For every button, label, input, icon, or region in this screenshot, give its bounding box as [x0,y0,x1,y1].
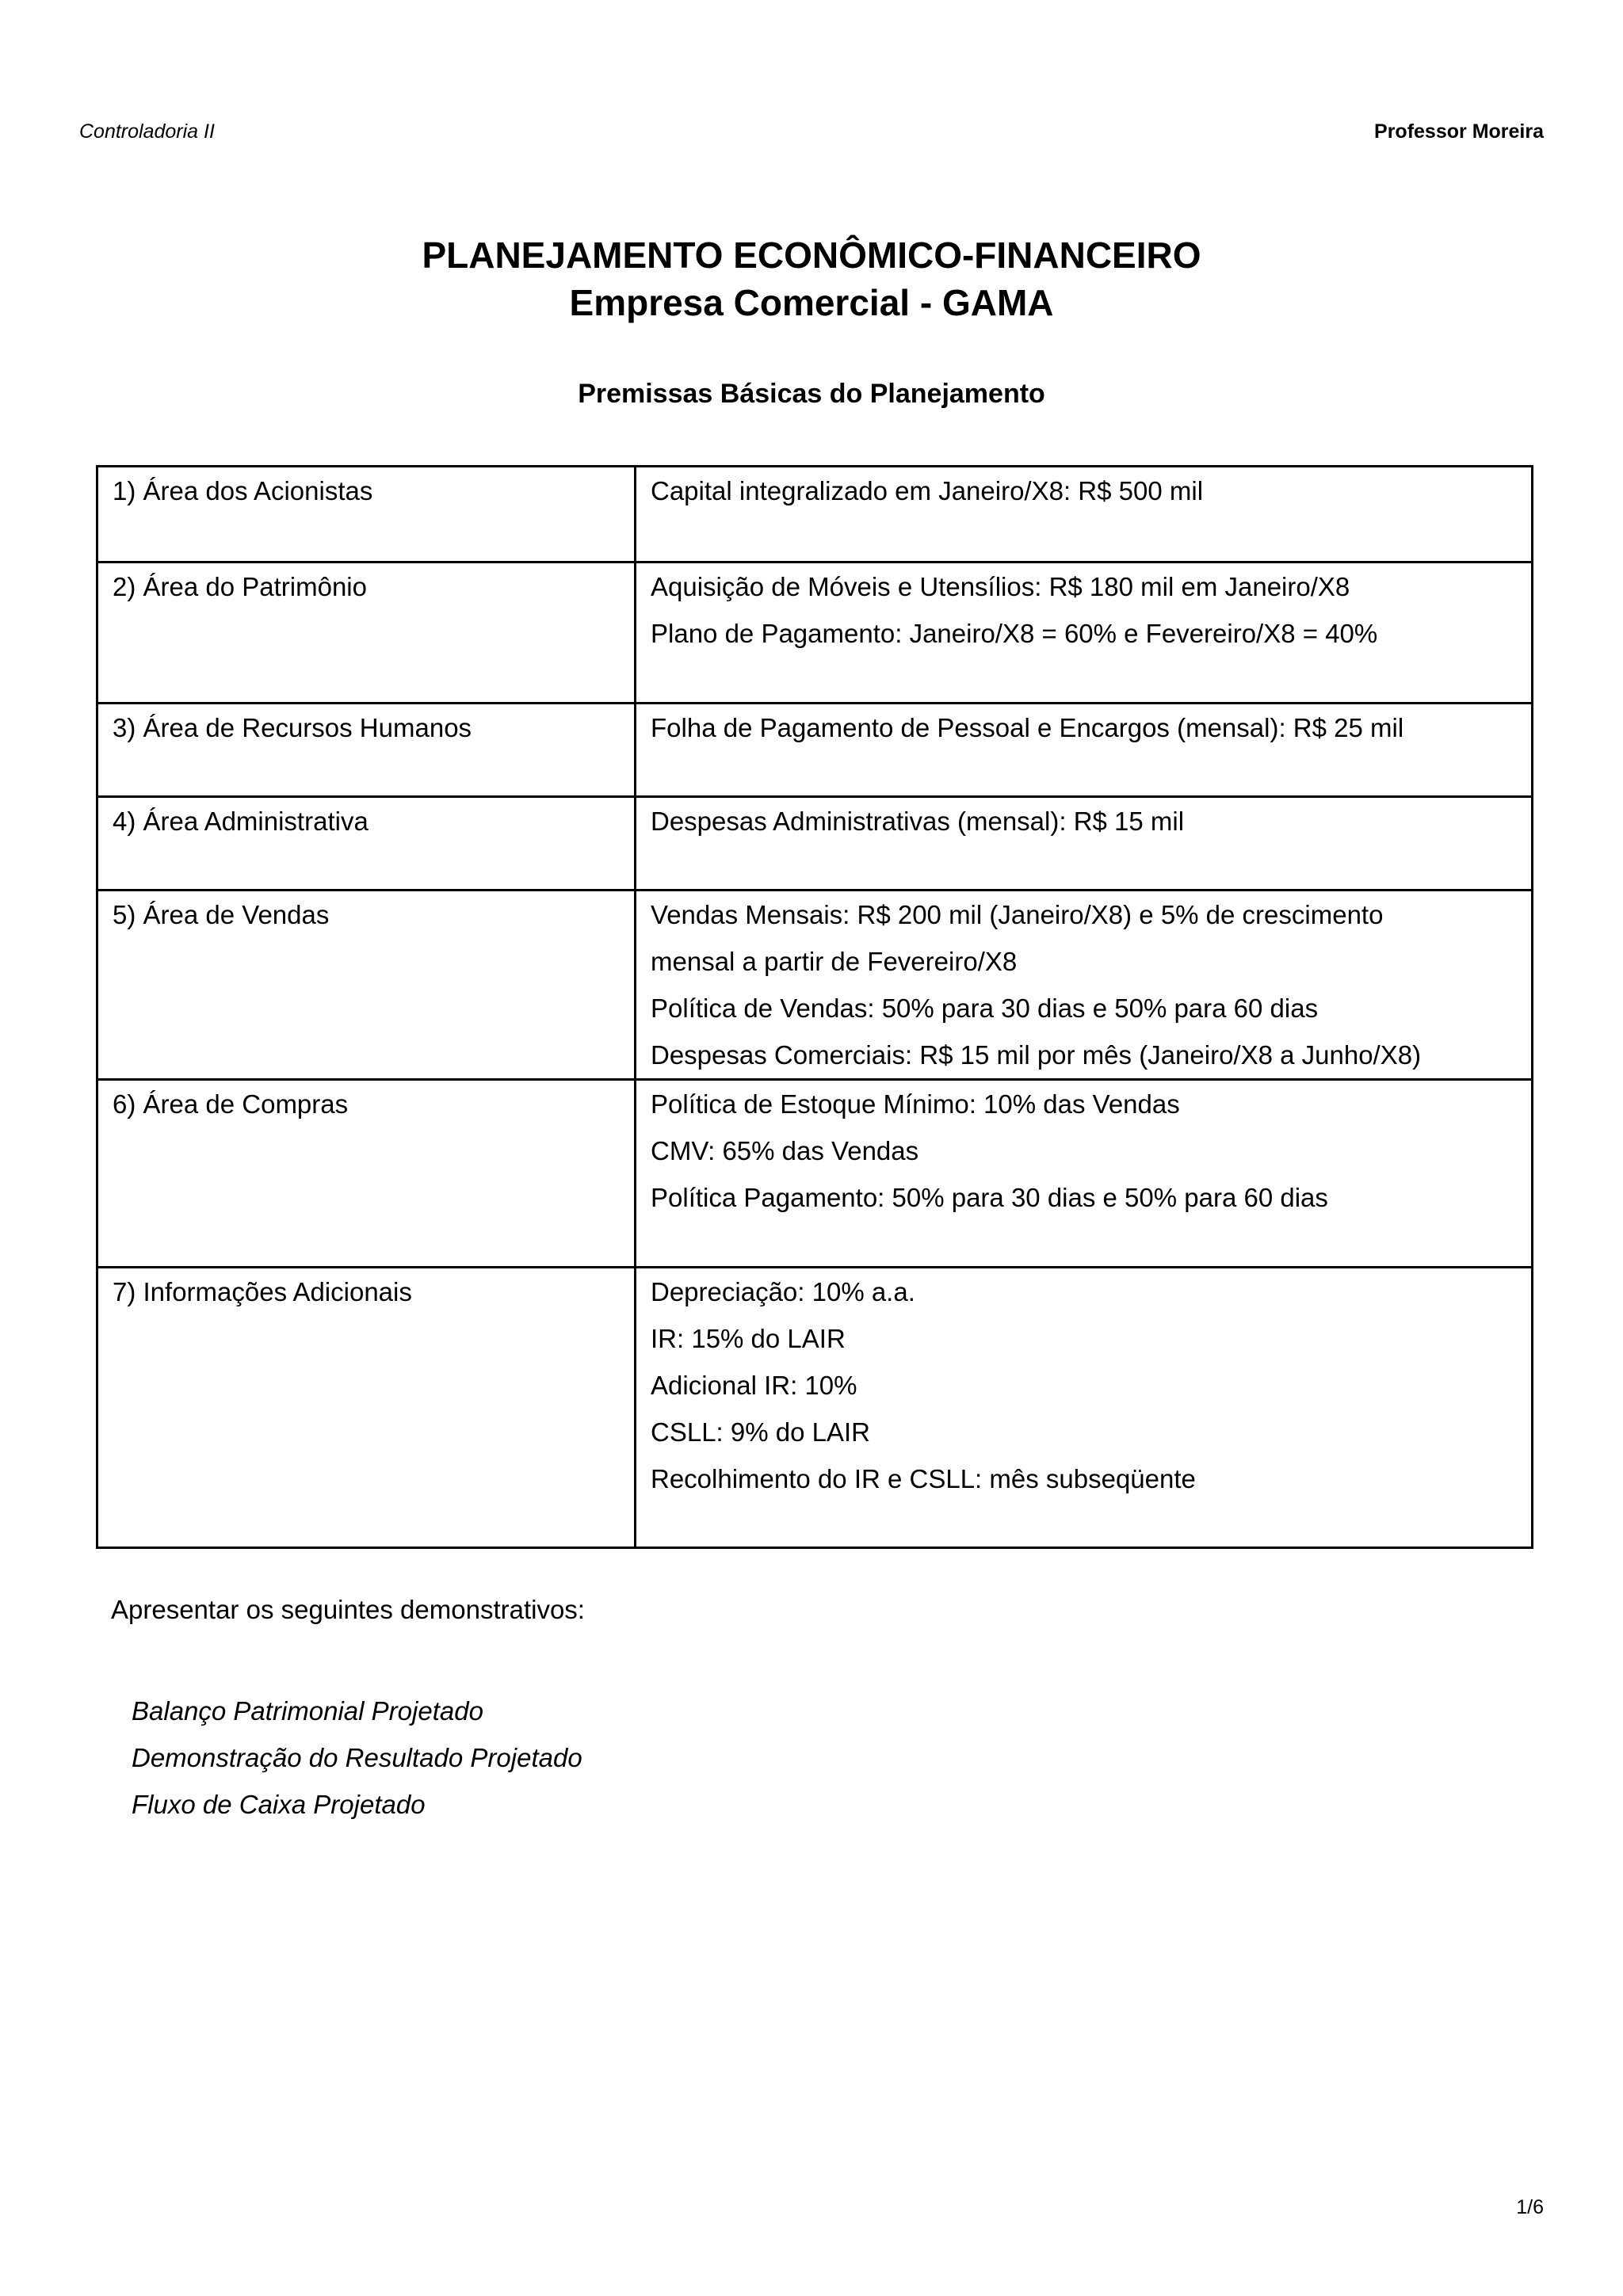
statement-item: Balanço Patrimonial Projetado [132,1696,483,1726]
premise-line: Vendas Mensais: R$ 200 mil (Janeiro/X8) e 5% de crescimento [651,900,1384,929]
area-cell: 4) Área Administrativa [97,797,636,891]
header-professor: Professor Moreira [1374,120,1544,143]
area-cell: 7) Informações Adicionais [97,1268,636,1548]
area-cell: 3) Área de Recursos Humanos [97,704,636,797]
premise-cell [636,563,1533,704]
premise-line: mensal a partir de Fevereiro/X8 [651,947,1018,976]
premise-cell [636,1080,1533,1268]
statement-item: Demonstração do Resultado Projetado [132,1743,582,1772]
area-cell: 5) Área de Vendas [97,891,636,1080]
table-row [97,467,1533,563]
area-cell: 2) Área do Patrimônio [97,563,636,704]
premise-line: Despesas Administrativas (mensal): R$ 15 mil [651,807,1185,836]
premise-line: Recolhimento do IR e CSLL: mês subseqüente [651,1464,1196,1493]
page-title [0,231,1623,326]
premise-line: Plano de Pagamento: Janeiro/X8 = 60% e Fevereiro/X8 = 40% [651,619,1378,648]
premise-cell [636,704,1533,797]
premise-cell [636,891,1533,1080]
title-line-1: PLANEJAMENTO ECONÔMICO-FINANCEIRO [422,235,1201,276]
table-row [97,704,1533,797]
premise-line: CMV: 65% das Vendas [651,1136,919,1165]
premise-line: Política Pagamento: 50% para 30 dias e 50% para 60 dias [651,1183,1328,1212]
premise-line: CSLL: 9% do LAIR [651,1417,870,1447]
premise-line: IR: 15% do LAIR [651,1324,846,1353]
table-row [97,797,1533,891]
premise-line: Adicional IR: 10% [651,1371,857,1400]
premise-line: Capital integralizado em Janeiro/X8: R$ 500 mil [651,476,1204,505]
premises-table [96,465,1533,1549]
page-number: 1/6 [1516,2196,1544,2218]
table-row [97,1080,1533,1268]
table-row [97,891,1533,1080]
premise-line: Política de Vendas: 50% para 30 dias e 50% para 60 dias [651,994,1319,1023]
section-subtitle: Premissas Básicas do Planejamento [578,379,1045,409]
table-row [97,1268,1533,1548]
premise-cell [636,797,1533,891]
statement-item: Fluxo de Caixa Projetado [132,1790,426,1819]
statements-list [132,1688,582,1828]
premise-line: Aquisição de Móveis e Utensílios: R$ 180 mil em Janeiro/X8 [651,572,1350,601]
table-row [97,563,1533,704]
premise-line: Depreciação: 10% a.a. [651,1277,915,1306]
title-line-2: Empresa Comercial - GAMA [569,282,1054,323]
area-cell: 1) Área dos Acionistas [97,467,636,563]
premise-line: Folha de Pagamento de Pessoal e Encargos (mensal): R$ 25 mil [651,713,1404,742]
premise-cell [636,467,1533,563]
area-cell: 6) Área de Compras [97,1080,636,1268]
premise-line: Despesas Comerciais: R$ 15 mil por mês (Janeiro/X8 a Junho/X8) [651,1040,1422,1070]
premise-cell [636,1268,1533,1548]
instruction-text: Apresentar os seguintes demonstrativos: [111,1595,585,1624]
premise-line: Política de Estoque Mínimo: 10% das Vendas [651,1089,1180,1119]
header-course: Controladoria II [79,120,215,143]
